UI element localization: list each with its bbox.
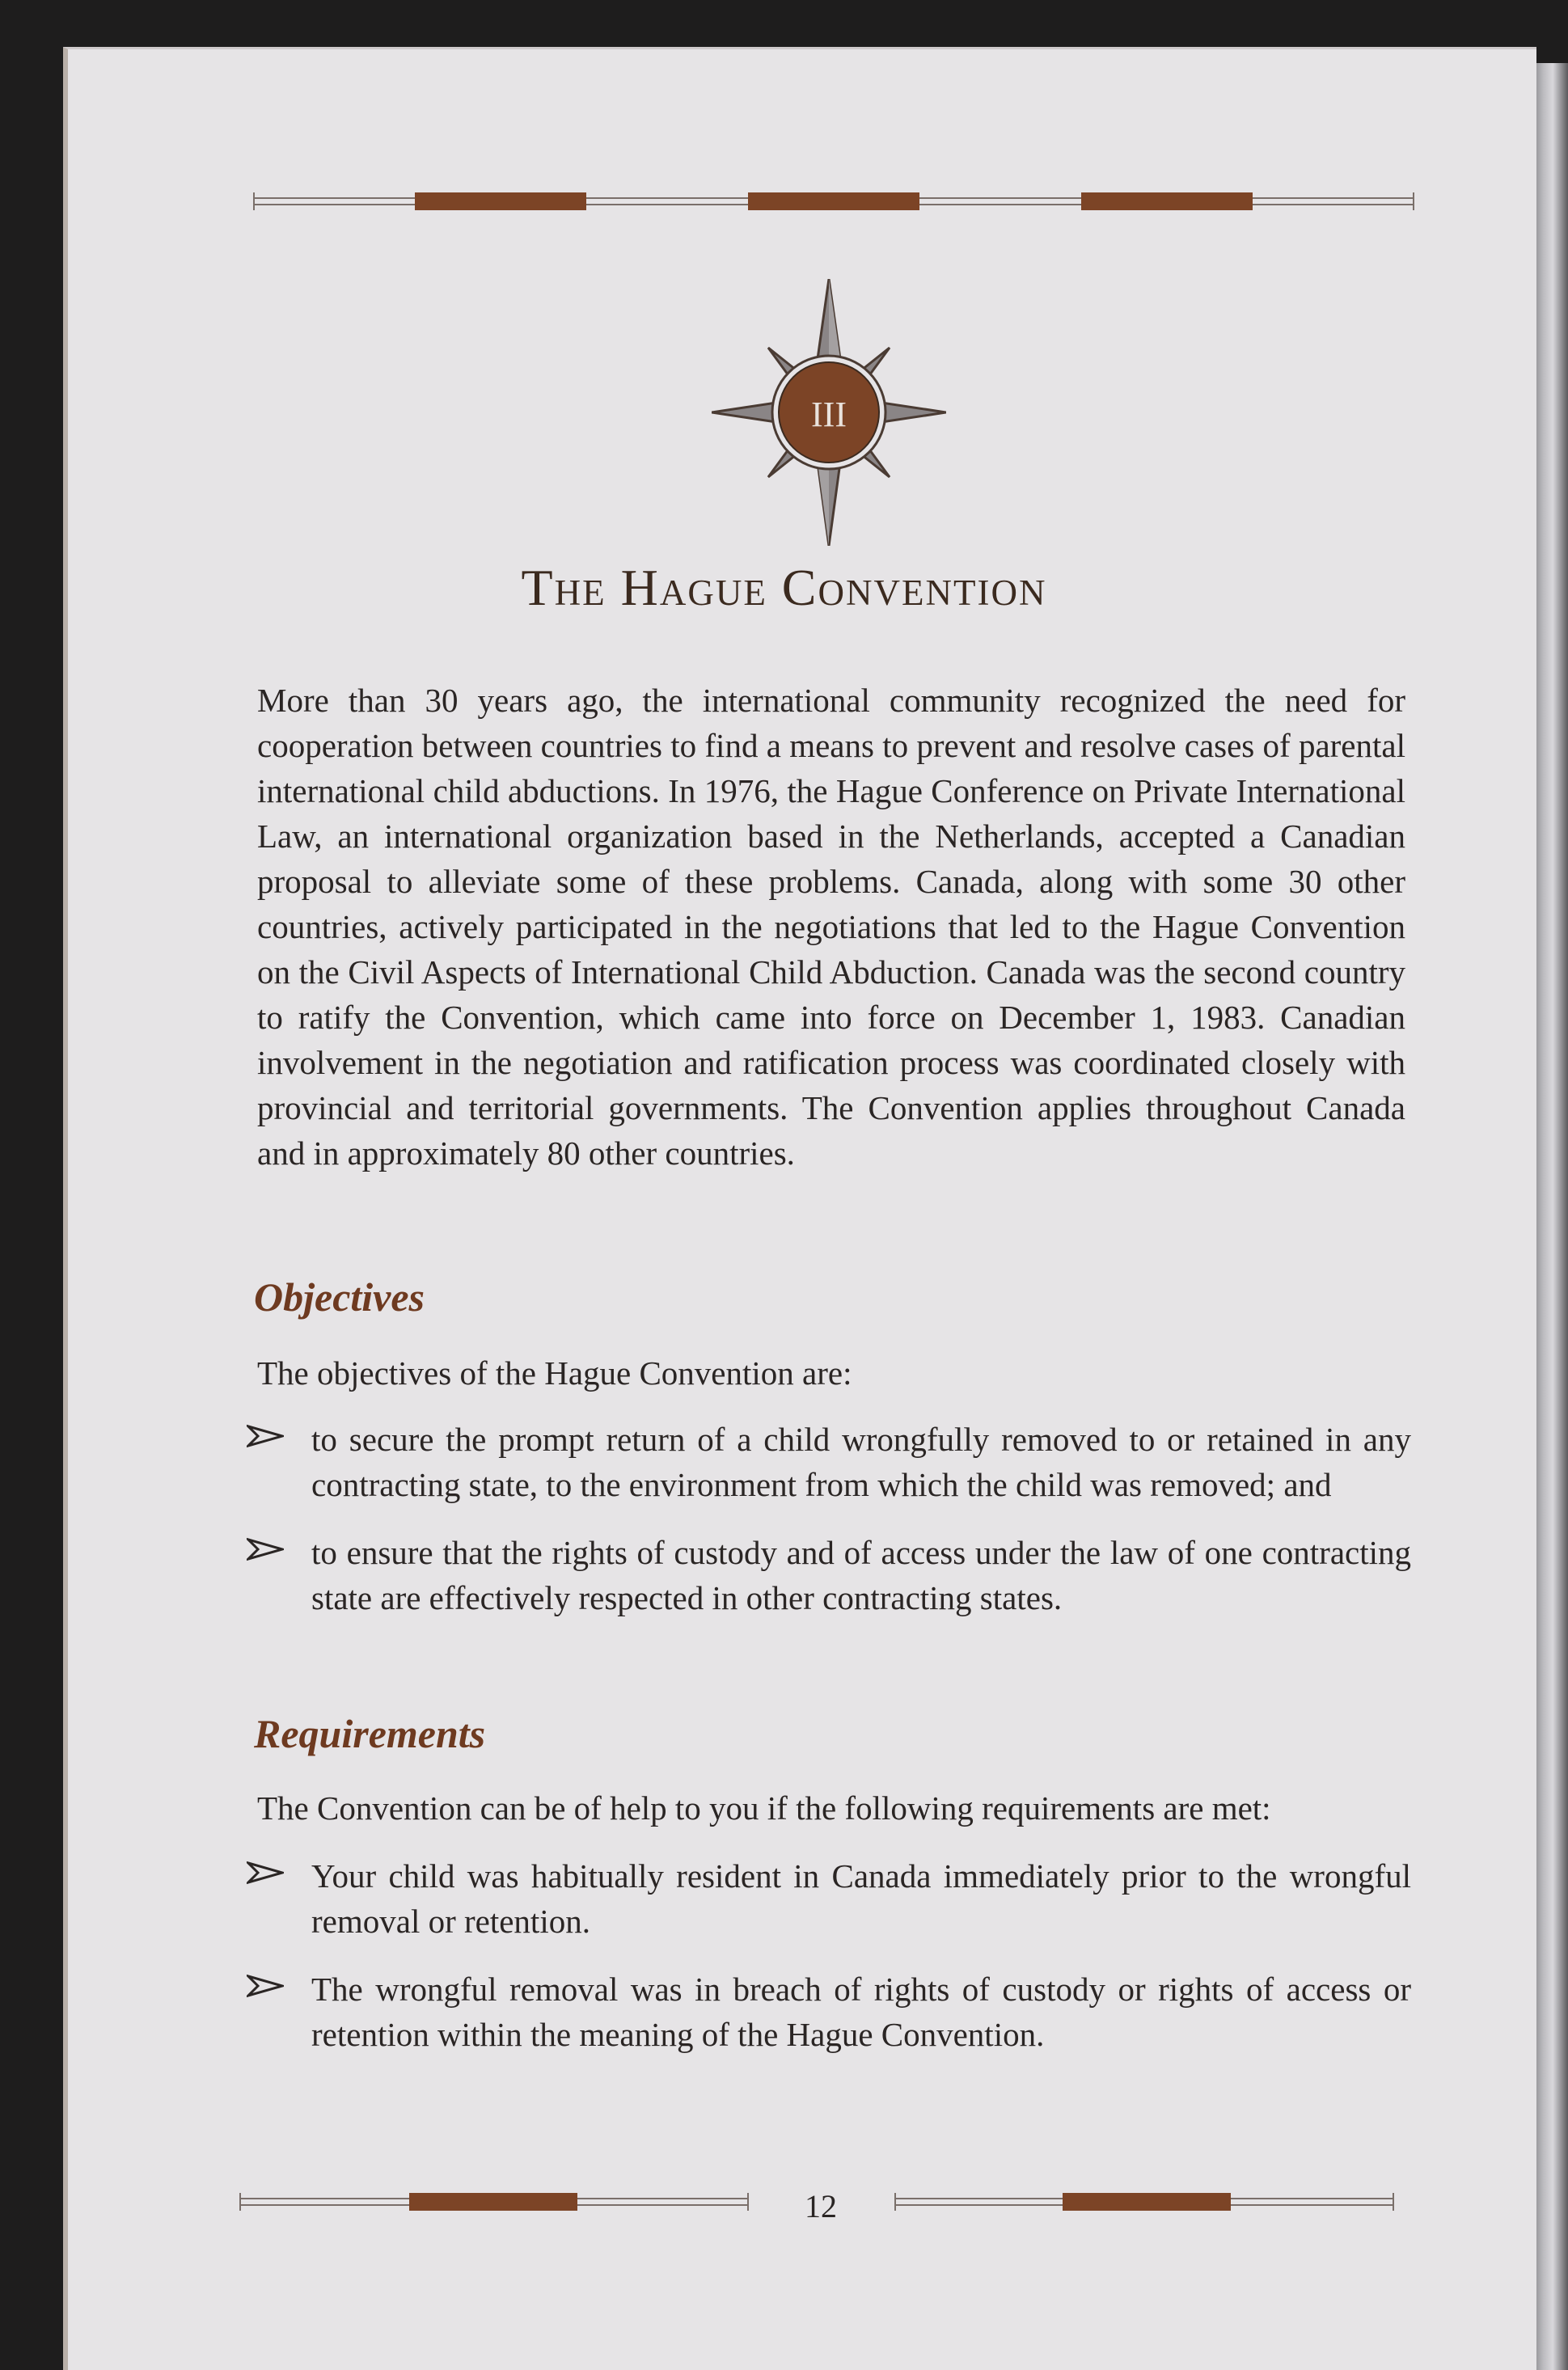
bottom-right-ornament: [894, 2193, 1394, 2211]
arrowhead-bullet-icon: [247, 1970, 284, 2002]
objective-text: to secure the prompt return of a child wrongfully removed to or retained in any contracting state, to the environment from which the child was removed; and: [311, 1421, 1411, 1503]
page-title: The Hague Convention: [521, 559, 1047, 616]
objectives-list: [247, 1417, 1411, 1643]
list-item: [247, 1417, 1411, 1507]
objectives-heading: Objectives: [254, 1274, 425, 1320]
intro-block: [257, 678, 1405, 1176]
list-item: [247, 1530, 1411, 1620]
arrowhead-bullet-icon: [247, 1420, 284, 1452]
arrowhead-bullet-icon: [247, 1533, 284, 1565]
objectives-lead: The objectives of the Hague Convention are:: [257, 1354, 852, 1392]
requirements-heading: Requirements: [254, 1711, 486, 1756]
intro-paragraph: More than 30 years ago, the international community recognized the need for cooperation between countries to find a means to prevent and resolve cases of parental international child abductions. In 1976, the Hague Conference on Private International Law, an international organization based in the Netherlands, accepted a Canadian proposal to alleviate some of these problems. Canada, along with some 30 other countries, actively participated in the negotiations that led to the Hague Convention on the Civil Aspects of International Child Abduction. Canada was the second country to ratify the Convention, which came into force on December 1, 1983. Canadian involvement in the negotiation and ratification process was coordinated closely with provincial and territorial governments. The Convention applies throughout Canada and in approximately 80 other countries.: [257, 682, 1405, 1172]
list-item: [247, 1853, 1411, 1944]
page-number: 12: [805, 2188, 837, 2224]
bottom-left-ornament: [239, 2193, 749, 2211]
top-ornament-bar: [253, 192, 1414, 210]
requirements-lead-block: [257, 1785, 1405, 1831]
arrowhead-bullet-icon: [247, 1857, 284, 1889]
requirements-list: [247, 1853, 1411, 2080]
section-numeral: III: [811, 395, 847, 434]
requirement-text: Your child was habitually resident in Canada immediately prior to the wrongful removal or retention.: [311, 1857, 1411, 1940]
objectives-lead-block: [257, 1350, 1405, 1396]
requirement-text: The wrongful removal was in breach of rights of custody or rights of access or retention within the meaning of the Hague Convention.: [311, 1971, 1411, 2053]
list-item: [247, 1967, 1411, 2057]
objective-text: to ensure that the rights of custody and of access under the law of one contracting state are effectively respected in other contracting states.: [311, 1534, 1411, 1616]
compass-emblem: [712, 279, 946, 546]
requirements-lead: The Convention can be of help to you if the following requirements are met:: [257, 1789, 1271, 1827]
